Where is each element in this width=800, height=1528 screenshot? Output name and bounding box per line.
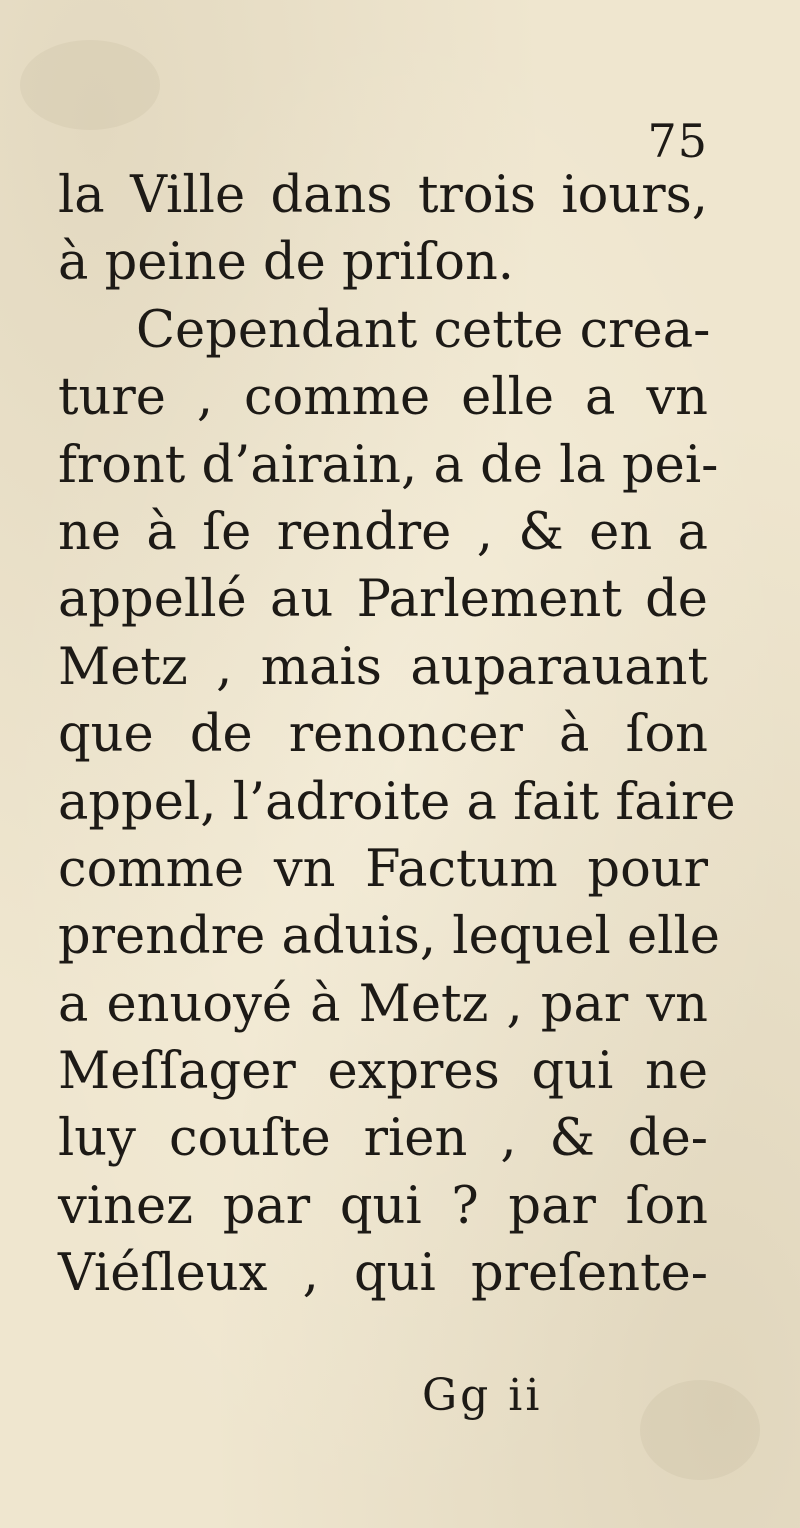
text-line: la Ville dans trois iours,	[58, 166, 708, 225]
text-line: que de renoncer à ſon	[58, 705, 708, 765]
text-line: front d’airain, a de la pei-	[58, 435, 719, 495]
text-line: Metz , mais auparauant	[58, 637, 708, 697]
body-text	[58, 162, 736, 1308]
text-line: Cependant cette crea-	[136, 300, 711, 360]
text-line: prendre aduis, lequel elle	[58, 907, 720, 967]
text-line: vinez par qui ? par ſon	[58, 1176, 708, 1236]
signature-mark: Gg ii	[422, 1370, 543, 1421]
text-line: appellé au Parlement de	[58, 570, 708, 630]
paper-stain	[640, 1380, 760, 1480]
text-line: comme vn Factum pour	[58, 839, 708, 899]
text-line: Meſſager expres qui ne	[58, 1042, 708, 1102]
text-line: luy couſte rien , & de-	[58, 1109, 708, 1169]
text-line: a enuoyé à Metz , par vn	[58, 974, 708, 1034]
text-line: Viéſleux , qui preſente-	[58, 1244, 708, 1304]
text-line: à peine de priſon.	[58, 233, 515, 293]
text-line: ne à ſe rendre , & en a	[58, 502, 708, 562]
text-line: appel, l’adroite a fait faire	[58, 772, 736, 832]
page-number: 75	[647, 114, 708, 168]
paper-stain	[20, 40, 160, 130]
text-line: ture , comme elle a vn	[58, 368, 708, 428]
